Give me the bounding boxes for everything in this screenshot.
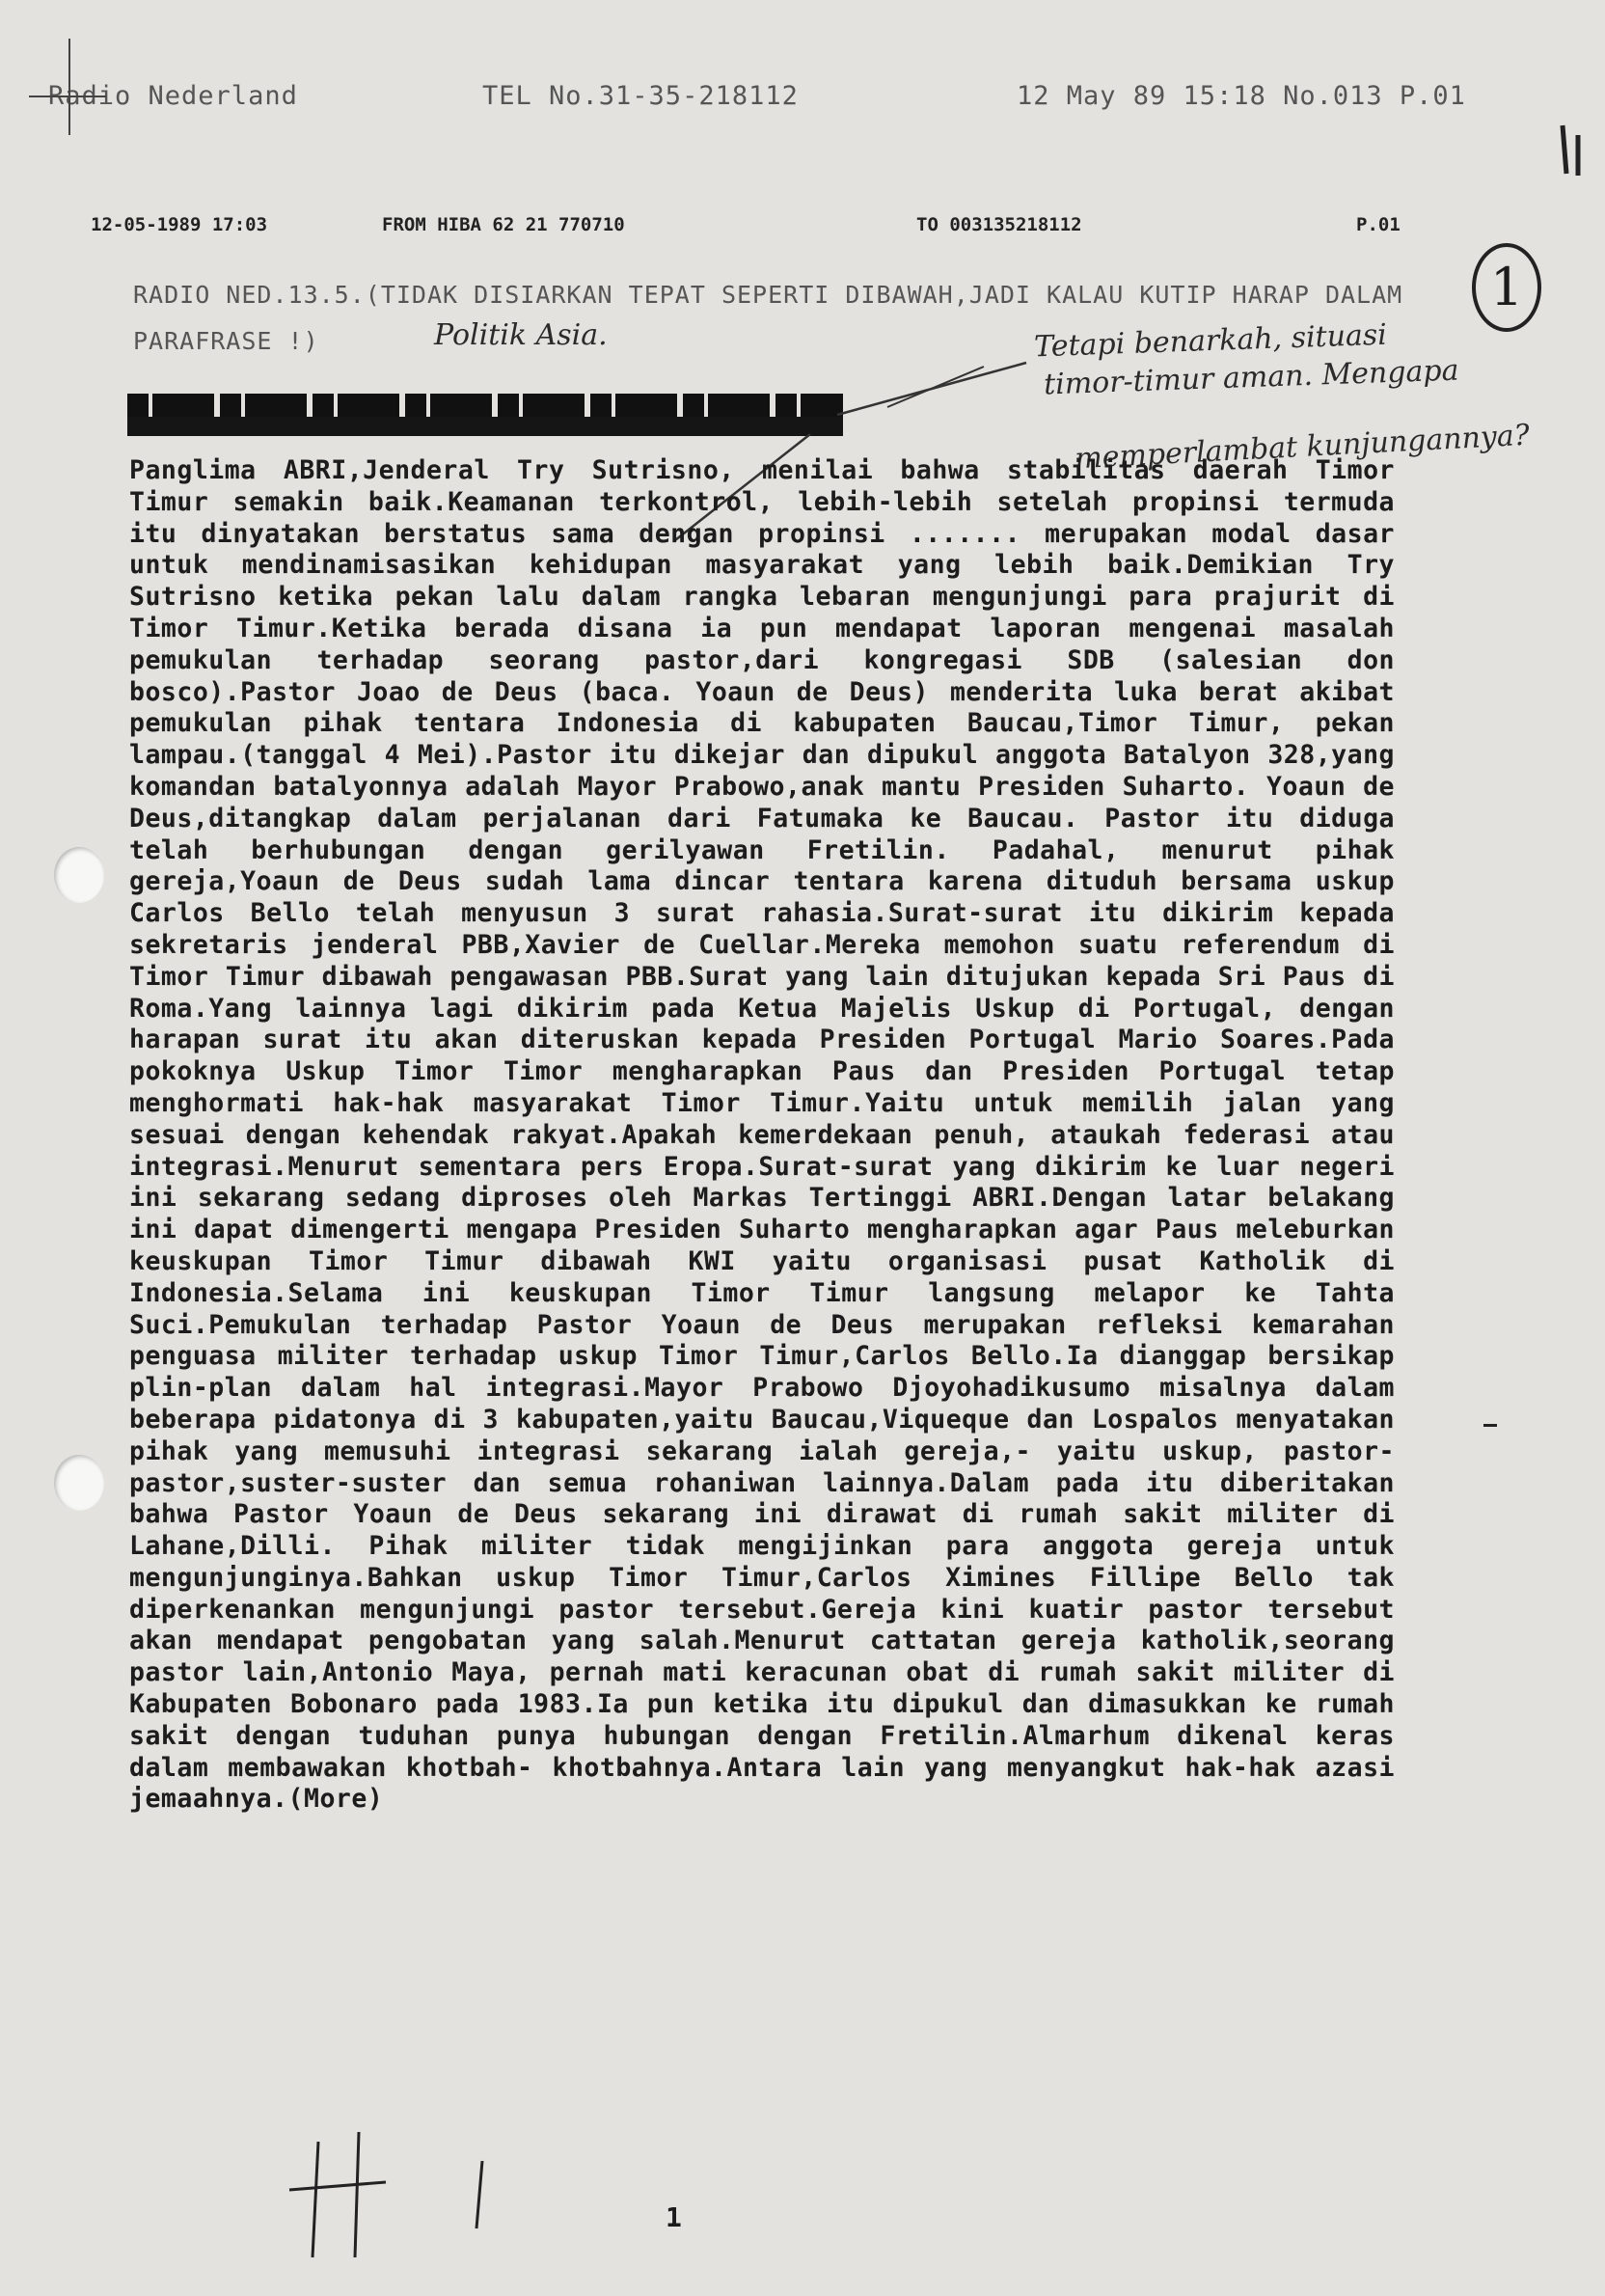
handwritten-annotation-1: Tetapi benarkah, situasi: [1033, 317, 1388, 365]
fax-sender: Radio Nederland: [48, 81, 298, 111]
page-number: 1: [666, 2201, 682, 2233]
editor-note: RADIO NED.13.5.(TIDAK DISIARKAN TEPAT SEPERTI DIBAWAH,JADI KALAU KUTIP HARAP DALAM PARAFRASE !): [133, 281, 1403, 355]
handwritten-category: Politik Asia.: [434, 318, 608, 352]
fax-datetime: 12 May 89 15:18 No.013 P.01: [1017, 81, 1466, 111]
punch-hole-bottom: [54, 1455, 104, 1511]
tx-page: P.01: [1356, 214, 1401, 235]
fax-tel: TEL No.31-35-218112: [482, 81, 799, 111]
punch-hole-top: [54, 847, 104, 903]
tx-from: FROM HIBA 62 21 770710: [382, 214, 625, 235]
tx-date: 12-05-1989 17:03: [91, 214, 268, 235]
handwritten-annotation-2: timor-timur aman. Mengapa: [1043, 353, 1460, 402]
handwritten-annotation-3: memperlambat kunjungannya?: [1074, 418, 1531, 477]
handwritten-page-circle: 1: [1472, 243, 1541, 332]
margin-tick: [1483, 1424, 1497, 1427]
tx-to: TO 003135218112: [916, 214, 1082, 235]
article-body: [129, 455, 1395, 1816]
article-paragraph: Panglima ABRI,Jenderal Try Sutrisno, menilai bahwa stabilitas daerah Timor Timur semakin baik.Keamanan terkontrol, lebih-lebih setelah propinsi termuda itu dinyatakan berstatus sama dengan propinsi ....... merupakan modal dasar untuk mendinamisasikan kehidupan masyarakat yang lebih baik.Demikian Try Sutrisno ketika pekan lalu dalam rangka lebaran mengunjungi para prajurit di Timor Timur.Ketika berada disana ia pun mendapat laporan mengenai masalah pemukulan terhadap seorang pastor,dari kongregasi SDB (salesian don bosco).Pastor Joao de Deus (baca. Yoaun de Deus) menderita luka berat akibat pemukulan pihak tentara Indonesia di kabupaten Baucau,Timor Timur, pekan lampau.(tanggal 4 Mei).Pastor itu dikejar dan dipukul anggota Batalyon 328,yang komandan batalyonnya adalah Mayor Prabowo,anak mantu Presiden Suharto. Yoaun de Deus,ditangkap dalam perjalanan dari Fatumaka ke Baucau. Pastor itu diduga telah berhubungan dengan gerilyawan Fretilin. Padahal, menurut pihak gereja,Yoaun de Deus sudah lama dincar tentara karena dituduh bersama uskup Carlos Bello telah menyusun 3 surat rahasia.Surat-surat itu dikirim kepada sekretaris jenderal PBB,Xavier de Cuellar.Mereka memohon suatu referendum di Timor Timur dibawah pengawasan PBB.Surat yang lain ditujukan kepada Sri Paus di Roma.Yang lainnya lagi dikirim pada Ketua Majelis Uskup di Portugal, dengan harapan surat itu akan diteruskan kepada Presiden Portugal Mario Soares.Pada pokoknya Uskup Timor Timor mengharapkan Paus dan Presiden Portugal tetap menghormati hak-hak masyarakat Timor Timur.Yaitu untuk memilih jalan yang sesuai dengan kehendak rakyat.Apakah kemerdekaan penuh, ataukah federasi atau integrasi.Menurut sementara pers Eropa.Surat-surat yang dikirim ke luar negeri ini sekarang sedang diproses oleh Markas Tertinggi ABRI.Dengan latar belakang ini dapat dimengerti mengapa Presiden Suharto mengharapkan agar Paus meleburkan keuskupan Timor Timur dibawah KWI yaitu organisasi pusat Katholik di Indonesia.Selama ini keuskupan Timor Timur langsung melapor ke Tahta Suci.Pemukulan terhadap Pastor Yoaun de Deus merupakan refleksi kemarahan penguasa militer terhadap uskup Timor Timur,Carlos Bello.Ia dianggap bersikap plin-plan dalam hal integrasi.Mayor Prabowo Djoyohadikusumo misalnya dalam beberapa pidatonya di 3 kabupaten,yaitu Baucau,Viqueque dan Lospalos menyatakan pihak yang memusuhi integrasi sekarang ialah gereja,- yaitu uskup, pastor-pastor,suster-suster dan semua rohaniwan lainnya.Dalam pada itu diberitakan bahwa Pastor Yoaun de Deus sekarang ini dirawat di rumah sakit militer di Lahane,Dilli. Pihak militer tidak mengijinkan para anggota gereja untuk mengunjunginya.Bahkan uskup Timor Timur,Carlos Ximines Fillipe Bello tak diperkenankan mengunjungi pastor tersebut.Gereja kini kuatir pastor tersebut akan mendapat pengobatan yang salah.Menurut cattatan gereja katholik,seorang pastor lain,Antonio Maya, pernah mati keracunan obat di rumah sakit militer di Kabupaten Bobonaro pada 1983.Ia pun ketika itu dipukul dan dimasukkan ke rumah sakit dengan tuduhan punya hubungan dengan Fretilin.Almarhum dikenal keras dalam membawakan khotbah- khotbahnya.Antara lain yang menyangkut hak-hak azasi jemaahnya.(More): [129, 455, 1395, 1815]
